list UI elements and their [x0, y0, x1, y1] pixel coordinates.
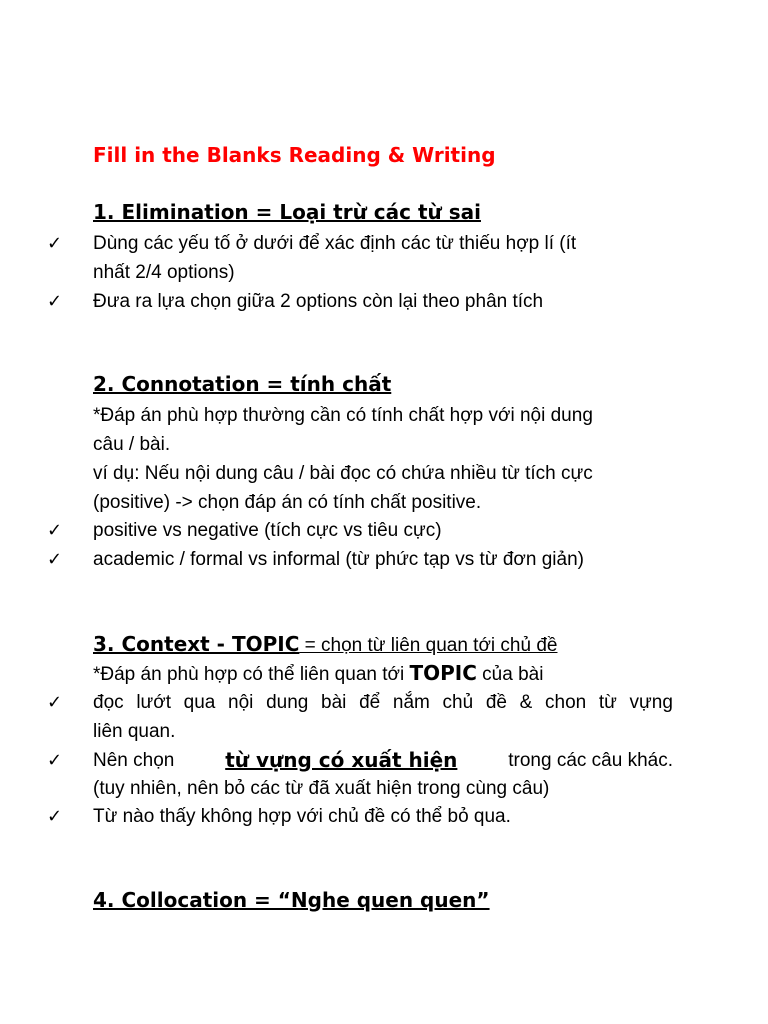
connotation-para-2-line-2: (positive) -> chọn đáp án có tính chất positive.: [93, 492, 482, 513]
elimination-item-2: Đưa ra lựa chọn giữa 2 options còn lại theo phân tích: [93, 291, 544, 312]
check-icon: ✓: [47, 520, 63, 541]
context-item-1-word: chon: [545, 692, 587, 713]
context-item-1-word: qua: [183, 692, 216, 713]
context-item-1-word: nội: [228, 692, 254, 713]
document-title: Fill in the Blanks Reading & Writing: [93, 143, 496, 167]
context-para-start: *Đáp án phù hợp có thể liên quan tới: [93, 664, 410, 685]
section-heading-connotation: 2. Connotation = tính chất: [93, 372, 392, 396]
elimination-item-1-line-2: nhất 2/4 options): [93, 262, 235, 283]
context-item-2-start: Nên chọn: [93, 750, 175, 771]
context-item-1-word: đọc: [93, 692, 124, 713]
context-item-1-word: từ: [598, 692, 617, 713]
context-item-3: Từ nào thấy không hợp với chủ đề có thể bỏ qua.: [93, 806, 511, 827]
context-item-2-end: trong các câu khác.: [508, 750, 673, 771]
check-icon: ✓: [47, 806, 63, 827]
context-para: [93, 659, 673, 689]
context-item-1-line-2: liên quan.: [93, 721, 176, 742]
check-icon: ✓: [47, 291, 63, 312]
context-para-bold: TOPIC: [409, 661, 477, 685]
context-item-1-word: lướt: [136, 692, 171, 713]
context-item-1-word: &: [519, 692, 533, 713]
context-item-2-line-2: (tuy nhiên, nên bỏ các từ đã xuất hiện trong cùng câu): [93, 778, 550, 799]
section-heading-context: [93, 630, 673, 660]
context-item-1-word: bài: [321, 692, 347, 713]
elimination-item-1-text: Dùng các yếu tố ở dưới để xác định các từ thiếu hợp lí (ít: [93, 233, 577, 254]
context-item-2-emphasis: từ vựng có xuất hiện: [225, 748, 458, 772]
context-para-end: của bài: [476, 664, 544, 685]
connotation-para-2-line-1: ví dụ: Nếu nội dung câu / bài đọc có chứa nhiều từ tích cực: [93, 463, 593, 484]
context-item-1-word: vựng: [629, 692, 673, 713]
context-heading-rest: = chọn từ liên quan tới chủ đề: [299, 635, 558, 656]
context-item-1-word: dung: [266, 692, 309, 713]
section-heading-collocation: 4. Collocation = “Nghe quen quen”: [93, 888, 490, 912]
context-item-1-word: để: [359, 692, 381, 713]
check-icon: ✓: [47, 750, 63, 771]
context-item-1-line-1: [93, 688, 673, 717]
connotation-para-1-line-1: *Đáp án phù hợp thường cần có tính chất hợp với nội dung: [93, 405, 593, 426]
check-icon: ✓: [47, 549, 63, 570]
section-heading-elimination: 1. Elimination = Loại trừ các từ sai: [93, 200, 481, 224]
connotation-item-1: positive vs negative (tích cực vs tiêu cực): [93, 520, 442, 541]
context-item-1-word: chủ: [442, 692, 474, 713]
context-heading-bold: 3. Context - TOPIC: [93, 632, 300, 656]
context-item-1-word: nắm: [392, 692, 430, 713]
context-item-1-word: đề: [485, 692, 507, 713]
connotation-item-2: academic / formal vs informal (từ phức tạp vs từ đơn giản): [93, 549, 584, 570]
connotation-para-1-line-2: câu / bài.: [93, 434, 171, 455]
check-icon: ✓: [47, 692, 63, 713]
check-icon: ✓: [47, 233, 63, 254]
elimination-item-1-line-1: [93, 229, 673, 258]
context-item-2-line-1: [93, 746, 673, 775]
